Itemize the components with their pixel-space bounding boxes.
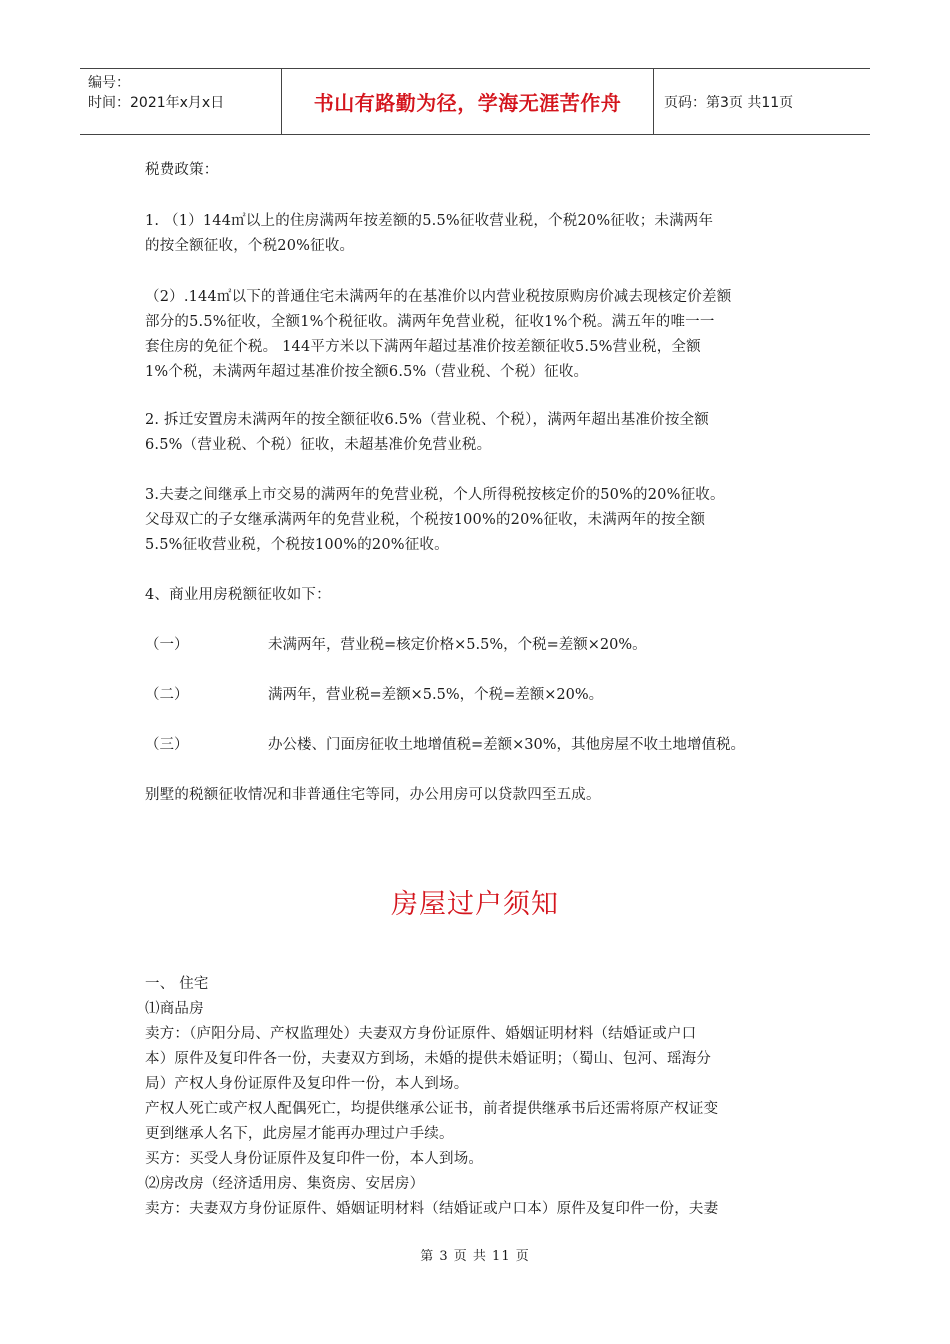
text-line: 卖方：夫妻双方身份证原件、婚姻证明材料（结婚证或户口本）原件及复印件一份，夫妻 (145, 1201, 719, 1217)
tax-paragraph-3 (145, 408, 810, 458)
text-line: ⑴商品房 (145, 1001, 204, 1017)
item-text: 办公楼、门面房征收土地增值税=差额×30%，其他房屋不收土地增值税。 (268, 737, 746, 753)
item-mark: （三） (145, 737, 189, 753)
header-motto: 书山有路勤为径，学海无涯苦作舟 (282, 69, 654, 134)
text-line: 1%个税，未满两年超过基准价按全额6.5%（营业税、个税）征收。 (145, 364, 589, 380)
item-mark: （二） (145, 687, 189, 703)
section-title: 房屋过户须知 (391, 889, 559, 920)
text-line: 本）原件及复印件各一份，夫妻双方到场，未婚的提供未婚证明；（蜀山、包河、瑶海分 (145, 1051, 712, 1067)
tax-paragraph-4 (145, 483, 810, 558)
text-line: 1. （1）144㎡以上的住房满两年按差额的5.5%征收营业税，个税20%征收；未满两年 (145, 213, 714, 229)
page-footer: 第 3 页 共 11 页 (420, 1249, 530, 1264)
tax-policy-heading: 税费政策： (145, 162, 219, 178)
item-text: 未满两年，营业税=核定价格×5.5%，个税=差额×20%。 (268, 637, 647, 653)
text-line: 6.5%（营业税、个税）征收，未超基准价免营业税。 (145, 437, 492, 453)
text-line: 父母双亡的子女继承满两年的免营业税，个税按100%的20%征收，未满两年的按全额 (145, 512, 706, 528)
villa-note: 别墅的税额征收情况和非普通住宅等同，办公用房可以贷款四至五成。 (145, 787, 601, 803)
commercial-item (145, 683, 603, 708)
text-line: 更到继承人名下，此房屋才能再办理过户手续。 (145, 1126, 454, 1142)
number-label: 编号： (88, 75, 130, 91)
tax-paragraph-2 (145, 285, 810, 385)
text-line: 3.夫妻之间继承上市交易的满两年的免营业税，个人所得税按核定价的50%的20%征收。 (145, 487, 725, 503)
text-line: 卖方：（庐阳分局、产权监理处）夫妻双方身份证原件、婚姻证明材料（结婚证或户口 (145, 1026, 697, 1042)
text-line: 的按全额征收，个税20%征收。 (145, 238, 355, 254)
text-line: 2. 拆迁安置房未满两年的按全额征收6.5%（营业税、个税），满两年超出基准价按全额 (145, 412, 709, 428)
transfer-body (145, 972, 810, 1222)
commercial-item (145, 733, 745, 758)
tax-paragraph-5: 4、商业用房税额征收如下： (145, 587, 331, 603)
text-line: 部分的5.5%征收，全额1%个税征收。满两年免营业税，征收1%个税。满五年的唯一一 (145, 314, 715, 330)
text-line: ⑵房改房（经济适用房、集资房、安居房） (145, 1176, 425, 1192)
text-line: （2）.144㎡以下的普通住宅未满两年的在基准价以内营业税按原购房价减去现核定价差额 (145, 289, 732, 305)
item-text: 满两年，营业税=差额×5.5%，个税=差额×20%。 (268, 687, 604, 703)
header-page-info: 页码：第3页 共11页 (664, 94, 794, 111)
text-line: 5.5%征收营业税，个税按100%的20%征收。 (145, 537, 449, 553)
text-line: 一、 住宅 (145, 976, 209, 992)
commercial-item (145, 633, 647, 658)
text-line: 产权人死亡或产权人配偶死亡，均提供继承公证书，前者提供继承书后还需将原产权证变 (145, 1101, 719, 1117)
text-line: 买方：买受人身份证原件及复印件一份，本人到场。 (145, 1151, 484, 1167)
date-label: 时间：2021年x月x日 (88, 95, 225, 111)
header-meta (80, 69, 282, 134)
text-line: 套住房的免征个税。 144平方米以下满两年超过基准价按差额征收5.5%营业税，全额 (145, 339, 701, 355)
tax-paragraph-1 (145, 209, 810, 259)
page-header (80, 68, 870, 135)
text-line: 局）产权人身份证原件及复印件一份，本人到场。 (145, 1076, 469, 1092)
item-mark: （一） (145, 637, 189, 653)
